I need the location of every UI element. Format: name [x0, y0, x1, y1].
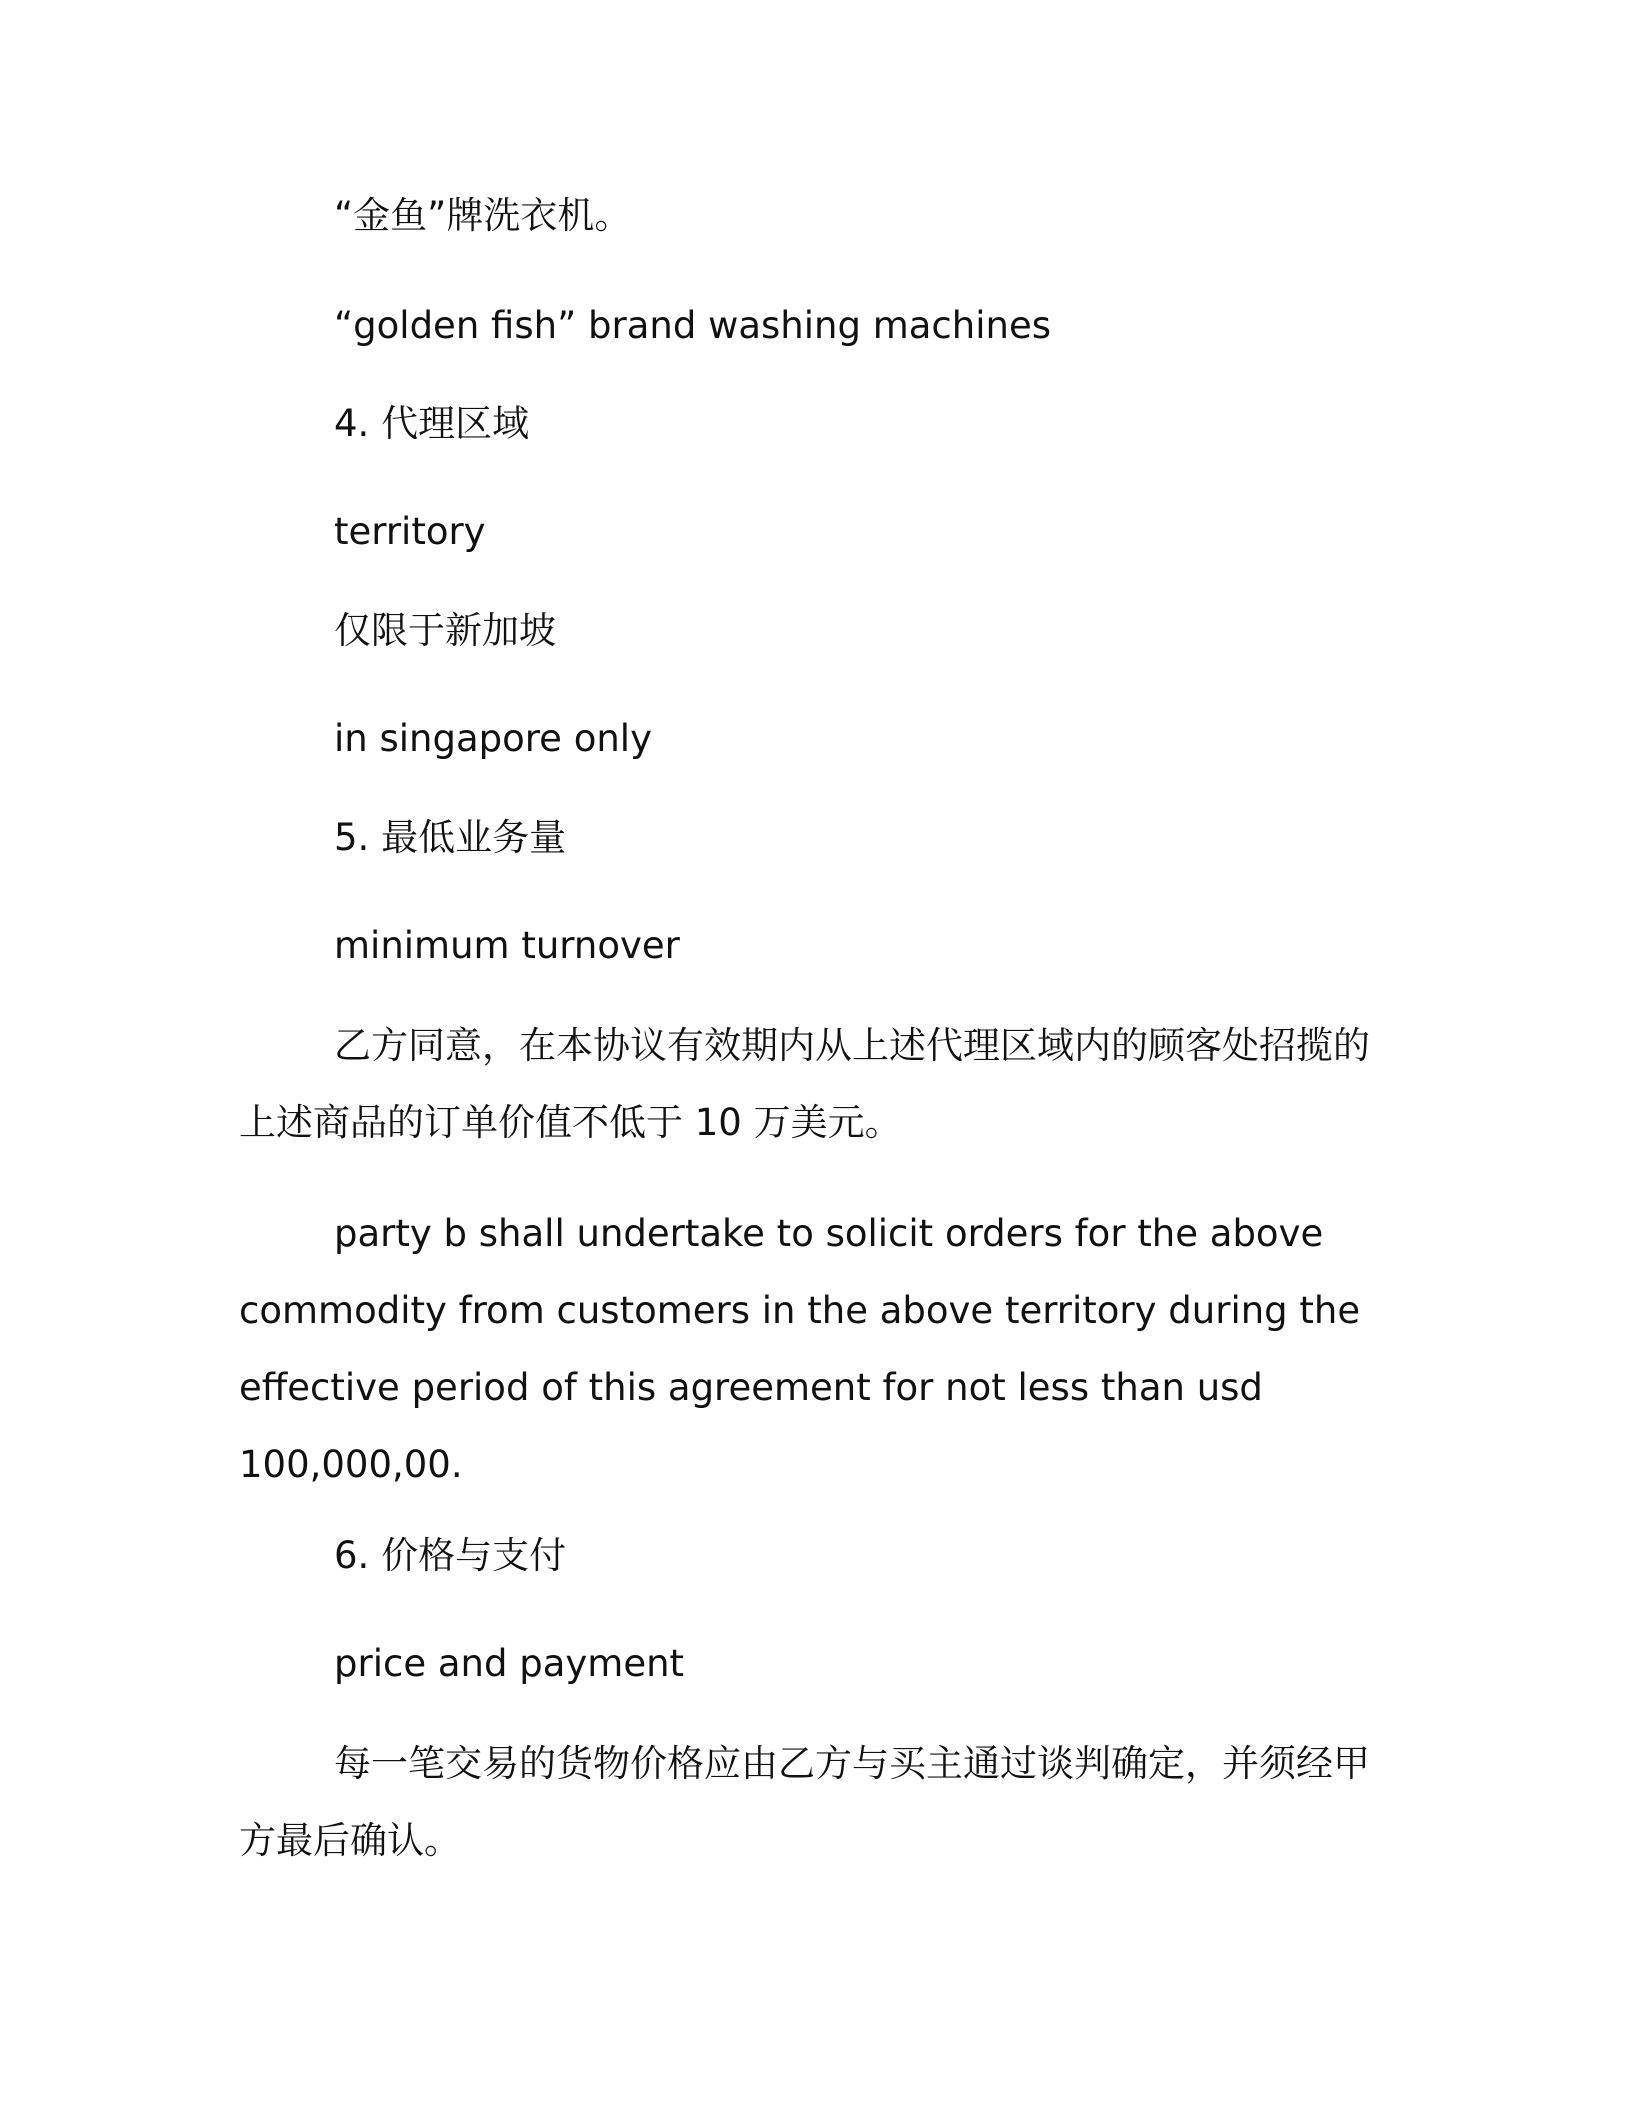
section-4-heading-zh: 4. 代理区域	[334, 402, 530, 445]
territory-text-en: in singapore only	[334, 717, 652, 760]
section-4-heading-en: territory	[334, 510, 486, 553]
minimum-turnover-paragraph-zh: 乙方同意，在本协议有效期内从上述代理区域内的顾客处招揽的上述商品的订单价值不低于 10 万美元。	[239, 1024, 1370, 1144]
territory-text-zh: 仅限于新加坡	[334, 609, 556, 652]
section-5-heading-en: minimum turnover	[334, 924, 680, 967]
section-6-heading-en: price and payment	[334, 1642, 685, 1685]
price-payment-paragraph-zh: 每一笔交易的货物价格应由乙方与买主通过谈判确定，并须经甲方最后确认。	[239, 1742, 1370, 1862]
product-name-zh: “金鱼”牌洗衣机。	[334, 194, 632, 237]
section-6-heading-zh: 6. 价格与支付	[334, 1534, 567, 1577]
section-5-heading-zh: 5. 最低业务量	[334, 816, 567, 859]
product-name-en: “golden fish” brand washing machines	[334, 304, 1051, 347]
minimum-turnover-paragraph-en: party b shall undertake to solicit orders for the above commodity from customers in the above territory during the effective period of this agreement for not less than usd 100,000,00.	[239, 1212, 1361, 1486]
